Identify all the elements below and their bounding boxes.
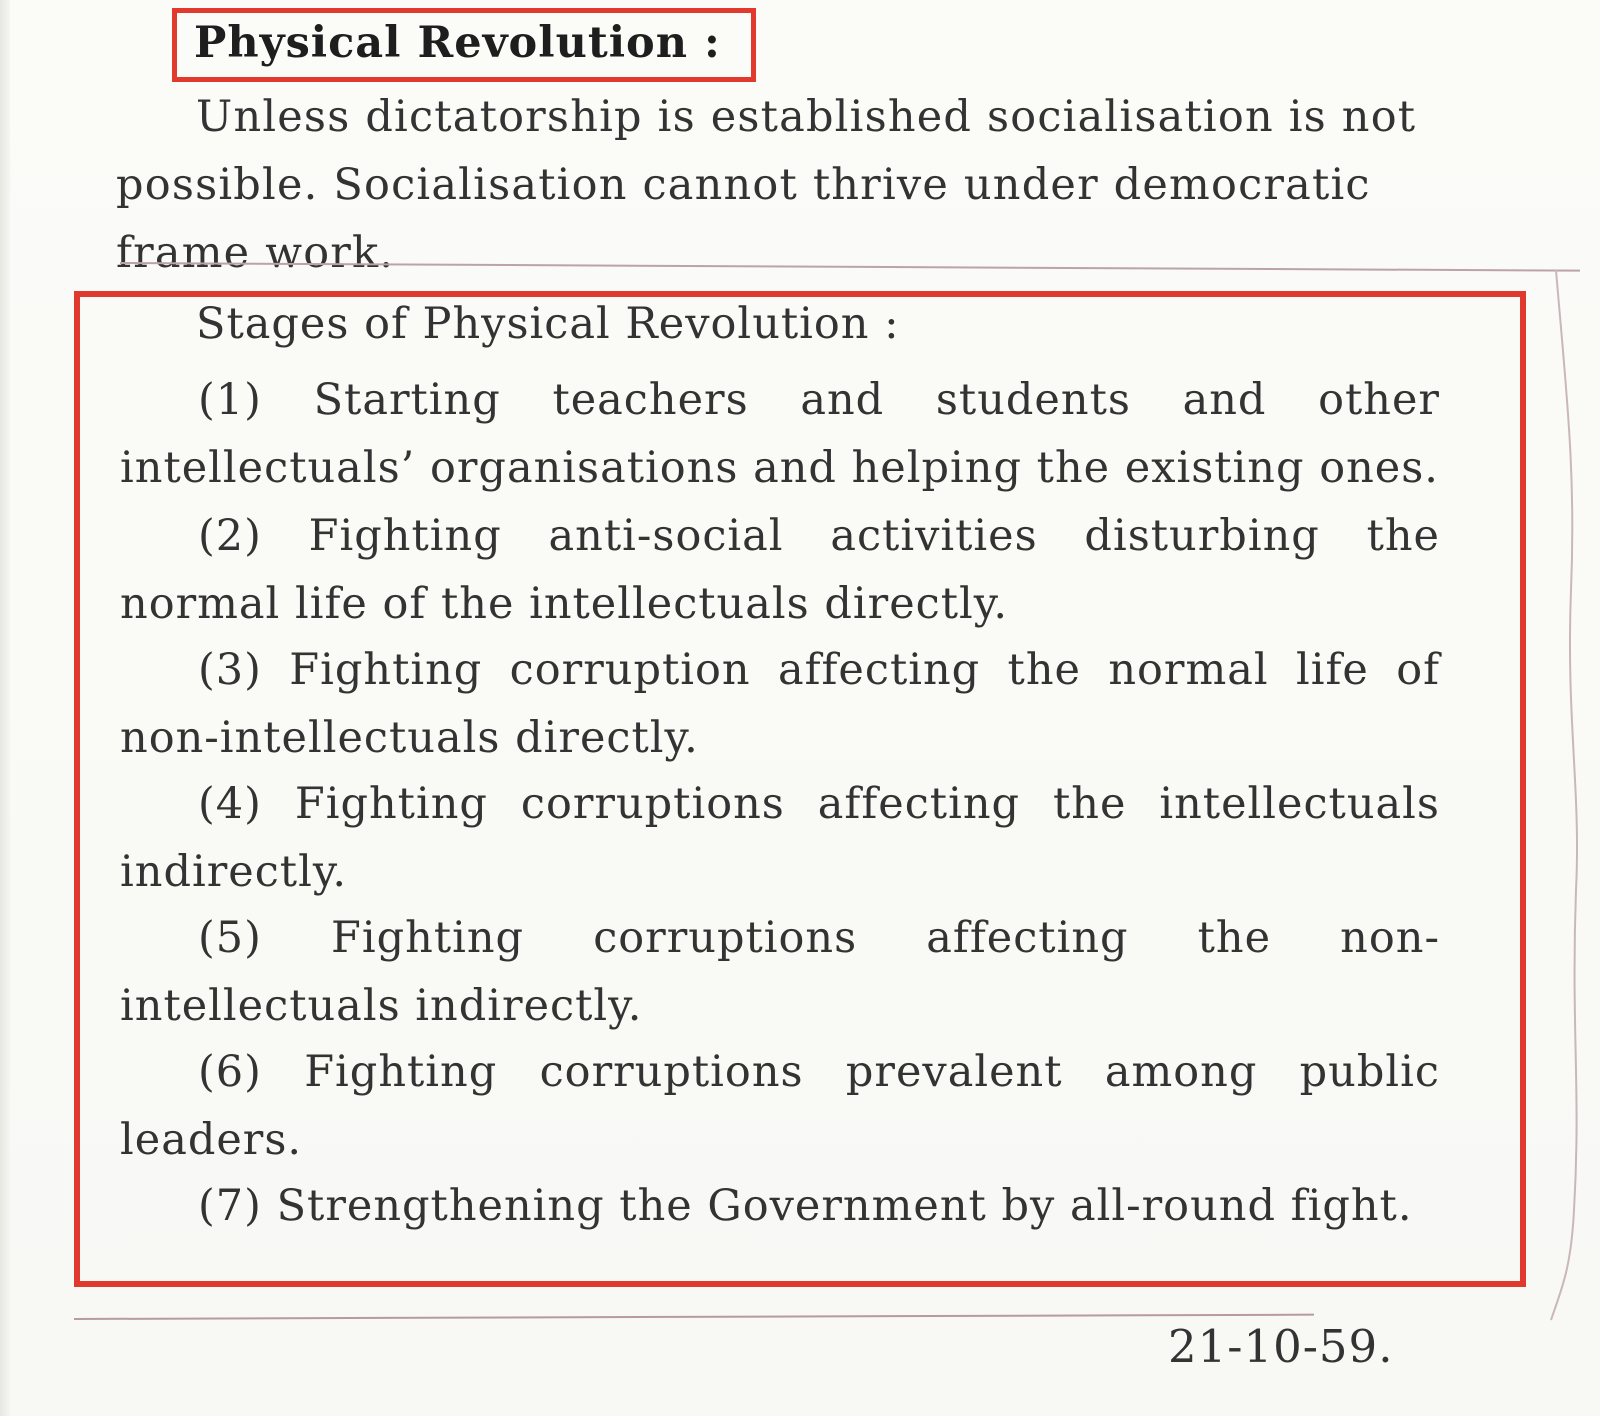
stage-item-3: (3) Fighting corruption affecting the normal life of non-intellectuals directly. bbox=[120, 645, 1440, 763]
document-date: 21-10-59. bbox=[1168, 1320, 1394, 1373]
intro-paragraph bbox=[116, 83, 1436, 287]
torn-edge-line bbox=[1546, 270, 1586, 1330]
stage-item-2: (2) Fighting anti-social activities disturbing the normal life of the intellectuals directly. bbox=[120, 511, 1440, 629]
stage-item-1: (1) Starting teachers and students and other intellectuals’ organisations and helping the existing ones. bbox=[120, 375, 1440, 493]
stage-item-7: (7) Strengthening the Government by all-round fight. bbox=[198, 1181, 1413, 1231]
stage-item-4: (4) Fighting corruptions affecting the intellectuals indirectly. bbox=[120, 779, 1440, 897]
stage-item-6: (6) Fighting corruptions prevalent among public leaders. bbox=[120, 1047, 1440, 1165]
stages-title: Stages of Physical Revolution : bbox=[196, 299, 900, 349]
page-edge-shadow bbox=[0, 0, 10, 1416]
intro-text: Unless dictatorship is established socialisation is not possible. Socialisation cannot thrive under democratic frame work. bbox=[116, 92, 1417, 278]
section-heading: Physical Revolution : bbox=[194, 18, 721, 68]
stage-item-5: (5) Fighting corruptions affecting the non-intellectuals indirectly. bbox=[120, 913, 1440, 1031]
